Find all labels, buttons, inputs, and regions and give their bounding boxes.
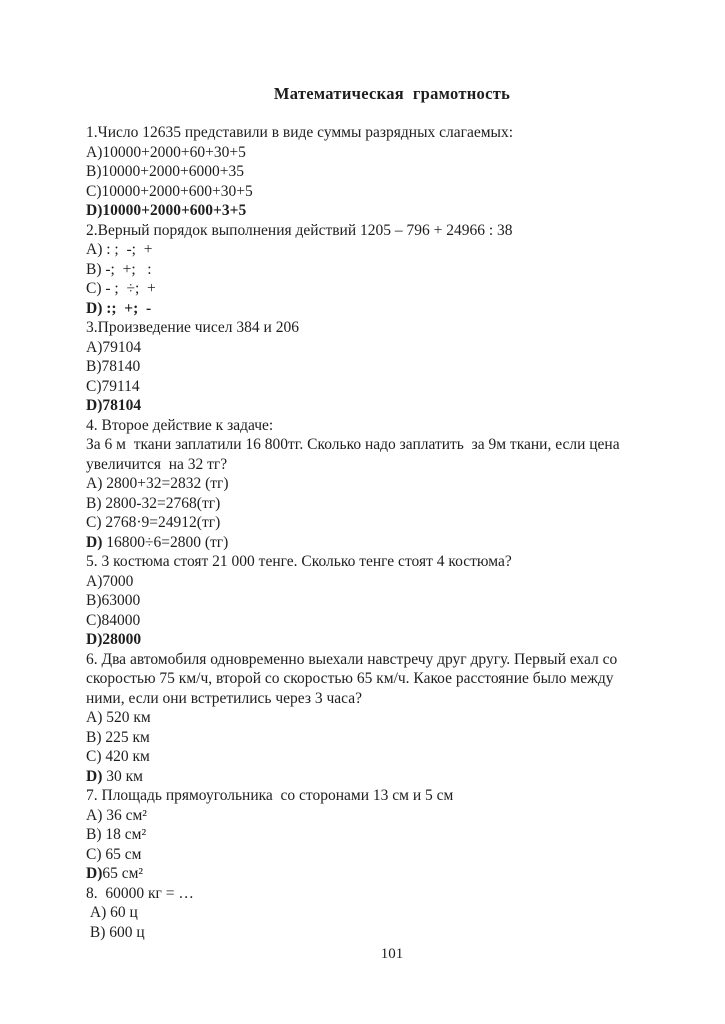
question-3-option-b: [86, 357, 698, 377]
option-text: 10000+2000+6000+35: [101, 163, 244, 180]
option-text: 2800+32=2832 (тг): [102, 475, 229, 492]
option-label: B): [86, 923, 106, 941]
option-label: D): [86, 767, 103, 785]
question-7-option-d: [86, 864, 698, 884]
question-1: [86, 123, 698, 221]
question-3-option-c: [86, 377, 698, 397]
option-label: B): [86, 358, 102, 375]
question-6: [86, 650, 698, 787]
option-label: A): [86, 475, 103, 492]
option-text: 2768·9=24912(тг): [101, 514, 221, 531]
option-label: D): [86, 202, 103, 219]
option-label: C): [86, 182, 102, 200]
option-text: 7000: [102, 572, 134, 590]
option-label: A): [86, 572, 103, 590]
option-text: -; +; :: [101, 260, 152, 278]
option-text: 2800-32=2768(тг): [101, 494, 221, 512]
question-4-option-d: [86, 533, 698, 553]
option-label: A): [86, 241, 103, 258]
question-3-option-d: [86, 396, 698, 416]
question-8-option-a: [86, 903, 698, 923]
option-label: A): [86, 143, 103, 161]
option-label: D): [86, 299, 103, 317]
option-label: B): [86, 260, 102, 278]
question-1-option-c: [86, 182, 698, 202]
question-6-option-d: [86, 767, 698, 787]
option-label: A): [86, 709, 103, 726]
option-label: B): [86, 728, 102, 746]
option-text: 600 ц: [105, 923, 145, 941]
option-text: 65 см²: [102, 865, 144, 882]
question-3: [86, 318, 698, 416]
option-label: A): [86, 904, 107, 921]
option-label: B): [86, 163, 102, 180]
option-text: 78140: [101, 358, 141, 375]
question-6-option-a: [86, 708, 698, 728]
question-7-option-c: [86, 845, 698, 865]
question-1-option-d: [86, 201, 698, 221]
option-text: 36 см²: [102, 806, 147, 824]
question-7: [86, 786, 698, 884]
question-7-option-a: [86, 806, 698, 826]
question-5-option-c: [86, 611, 698, 631]
content-column: [86, 84, 698, 942]
question-4-option-c: [86, 513, 698, 533]
question-3-prompt-line-1: 3.Произведение чисел 384 и 206: [86, 319, 299, 336]
question-4-option-b: [86, 494, 698, 514]
option-label: C): [86, 377, 102, 395]
option-label: C): [86, 611, 102, 629]
question-6-prompt-line-1: 6. Два автомобиля одновременно выехали навстречу друг другу. Первый ехал со: [86, 650, 618, 668]
question-5-option-b: [86, 591, 698, 611]
option-label: D): [86, 533, 103, 551]
question-8: [86, 884, 698, 943]
option-label: A): [86, 338, 103, 356]
question-5: [86, 552, 698, 650]
option-label: D): [86, 865, 103, 882]
question-4: [86, 416, 698, 553]
option-text: 420 км: [101, 748, 150, 765]
option-text: 30 км: [102, 767, 143, 785]
question-1-option-b: [86, 162, 698, 182]
option-text: 79114: [101, 377, 140, 395]
page-title: Математическая грамотность: [273, 84, 511, 103]
option-text: 520 км: [102, 709, 151, 726]
page-number: 101: [380, 946, 404, 962]
question-6-prompt-line-3: ними, если они встретились через 3 часа?: [86, 689, 362, 707]
question-2-option-a: [86, 240, 698, 260]
option-text: 225 км: [101, 728, 150, 746]
option-label: C): [86, 845, 102, 863]
option-text: 10000+2000+600+3+5: [102, 202, 247, 219]
option-label: A): [86, 806, 103, 824]
question-4-prompt-line-1: 4. Второе действие к задаче:: [86, 416, 274, 434]
question-5-option-a: [86, 572, 698, 592]
questions-container: [86, 123, 698, 942]
question-2-prompt-line-1: 2.Верный порядок выполнения действий 1205 – 796 + 24966 : 38: [86, 221, 513, 239]
question-1-prompt-line-1: 1.Число 12635 представили в виде суммы разрядных слагаемых:: [86, 124, 514, 141]
option-text: 65 см: [101, 845, 142, 863]
option-text: :; +; -: [102, 299, 152, 317]
question-8-prompt-line-1: 8. 60000 кг = …: [86, 884, 194, 902]
question-6-option-c: [86, 747, 698, 767]
question-5-prompt-line-1: 5. 3 костюма стоят 21 000 тенге. Сколько тенге стоят 4 костюма?: [86, 553, 512, 570]
question-2-option-b: [86, 260, 698, 280]
question-2-option-c: [86, 279, 698, 299]
option-label: C): [86, 514, 102, 531]
question-3-option-a: [86, 338, 698, 358]
question-7-option-b: [86, 825, 698, 845]
question-4-option-a: [86, 474, 698, 494]
question-6-option-b: [86, 728, 698, 748]
question-4-prompt-line-3: увеличится на 32 тг?: [86, 455, 228, 473]
option-text: 10000+2000+600+30+5: [101, 182, 253, 200]
option-label: B): [86, 826, 102, 843]
option-label: C): [86, 748, 102, 765]
question-7-prompt-line-1: 7. Площадь прямоугольника со сторонами 13 см и 5 см: [86, 787, 454, 804]
option-text: 60 ц: [106, 904, 138, 921]
option-label: D): [86, 631, 103, 648]
question-2: [86, 221, 698, 319]
question-1-option-a: [86, 143, 698, 163]
question-8-option-b: [86, 923, 698, 943]
option-text: 16800÷6=2800 (тг): [102, 533, 229, 551]
option-label: B): [86, 494, 102, 512]
option-text: 63000: [101, 592, 141, 609]
option-label: D): [86, 397, 103, 414]
option-text: 79104: [102, 338, 142, 356]
option-label: C): [86, 280, 102, 297]
question-5-option-d: [86, 630, 698, 650]
option-text: : ; -; +: [102, 241, 153, 258]
question-4-prompt-line-2: За 6 м ткани заплатили 16 800тг. Сколько надо заплатить за 9м ткани, если цена: [86, 436, 620, 453]
option-text: 78104: [102, 397, 142, 414]
option-text: 28000: [102, 631, 142, 648]
option-label: B): [86, 592, 102, 609]
question-2-option-d: [86, 299, 698, 319]
option-text: 10000+2000+60+30+5: [102, 143, 246, 161]
option-text: - ; ÷; +: [101, 280, 156, 297]
option-text: 18 см²: [101, 826, 147, 843]
option-text: 84000: [101, 611, 141, 629]
question-6-prompt-line-2: скоростью 75 км/ч, второй со скоростью 65 км/ч. Какое расстояние было между: [86, 670, 614, 687]
